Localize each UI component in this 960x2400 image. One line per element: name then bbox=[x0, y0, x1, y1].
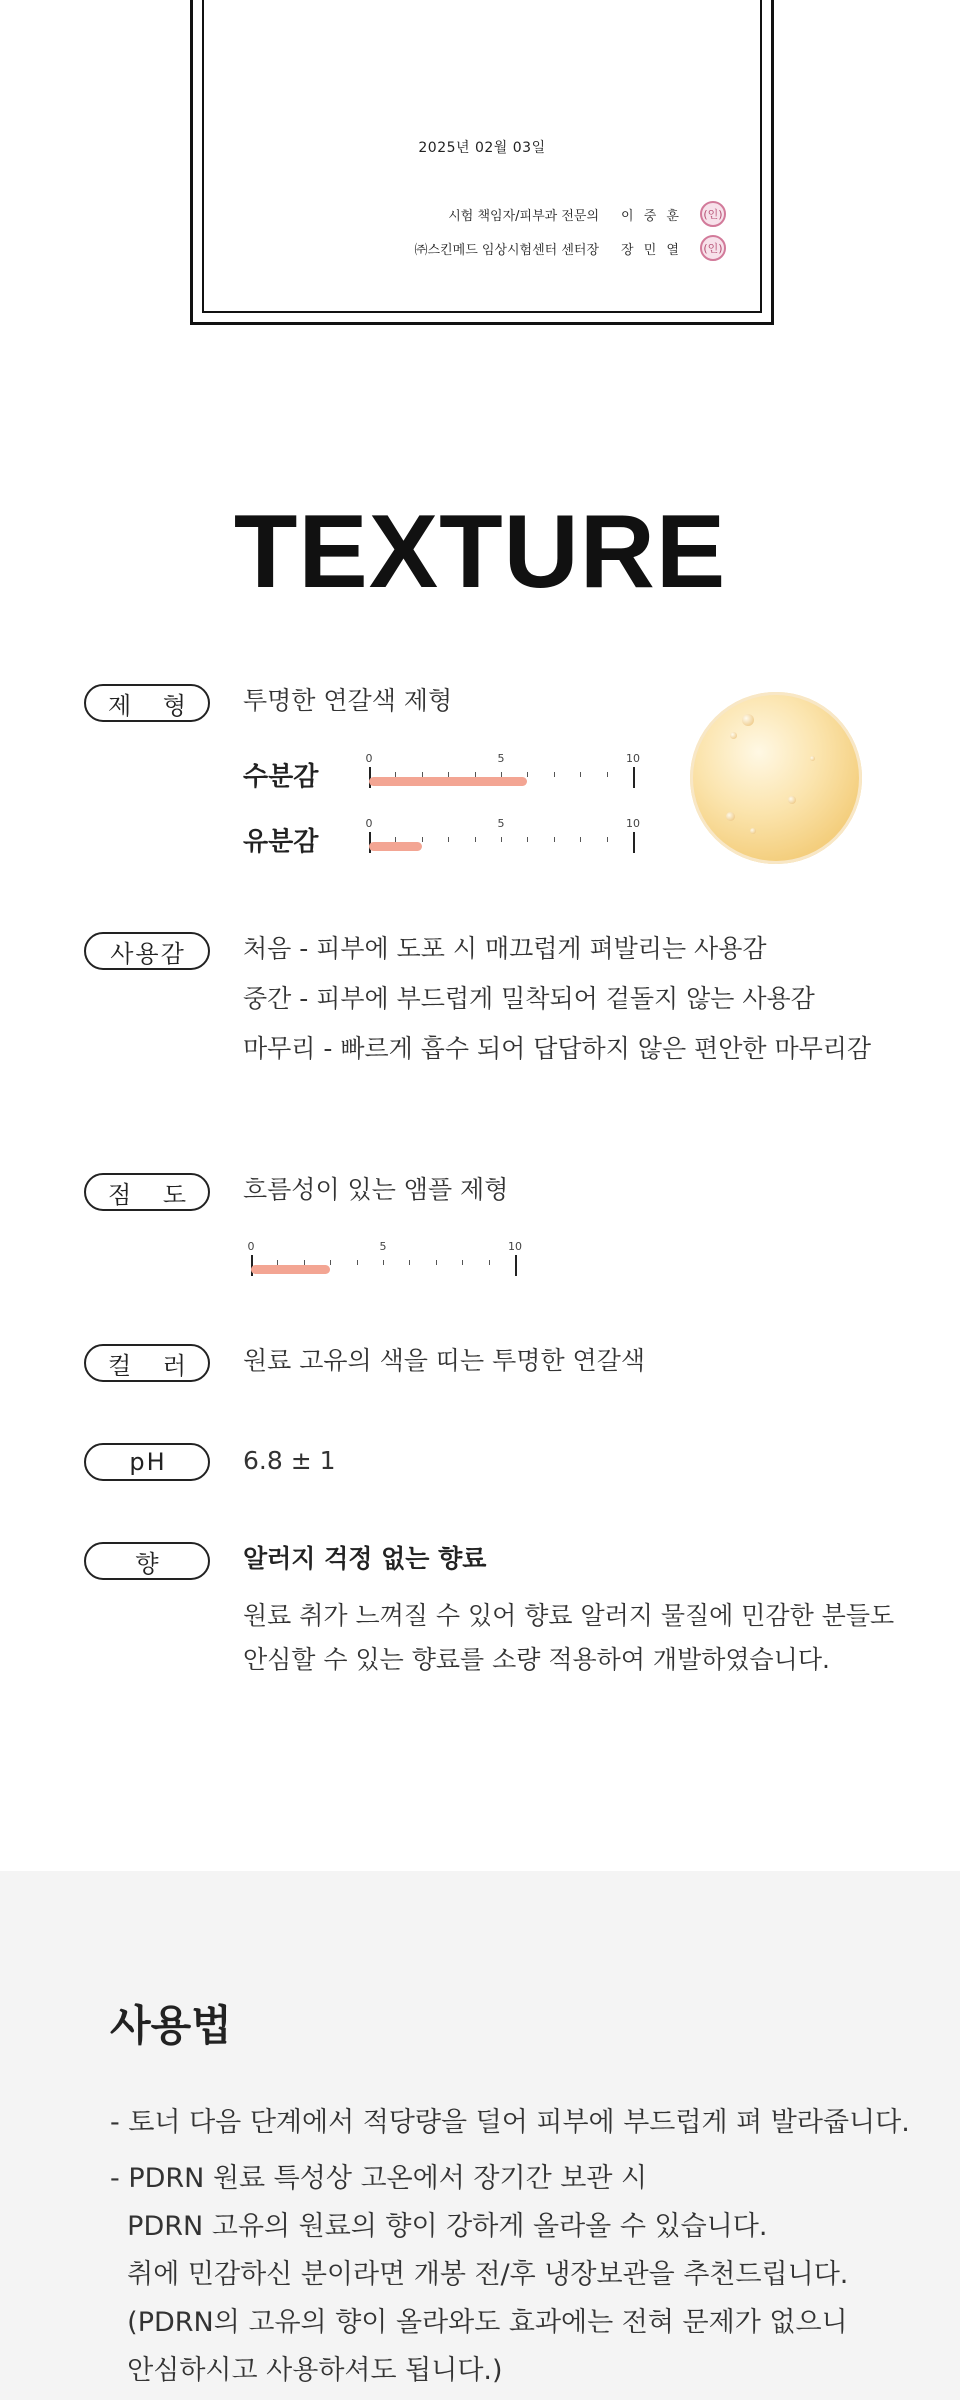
certificate-signer-2 bbox=[415, 235, 726, 261]
scale-tick bbox=[409, 1260, 410, 1265]
color-value: 원료 고유의 색을 띠는 투명한 연갈색 bbox=[243, 1346, 645, 1375]
ph-value: 6.8 ± 1 bbox=[243, 1446, 336, 1475]
bubble-icon bbox=[726, 812, 735, 821]
scent-label-pill: 향 bbox=[84, 1542, 210, 1580]
usage-line: (PDRN의 고유의 향이 올라와도 효과에는 전혀 문제가 없으니 bbox=[110, 2307, 848, 2338]
bubble-icon bbox=[788, 796, 796, 804]
scale-end-tick bbox=[515, 1255, 517, 1276]
usage-line: - PDRN 원료 특성상 고온에서 장기간 보관 시 bbox=[110, 2163, 648, 2194]
scale-min: 0 bbox=[365, 817, 373, 830]
seal-stamp-icon: (인) bbox=[700, 201, 726, 227]
usage-line: 안심하시고 사용하셔도 됩니다.) bbox=[110, 2355, 503, 2386]
form-value: 투명한 연갈색 제형 bbox=[243, 686, 453, 715]
signer-name: 이 중 훈 bbox=[621, 208, 682, 224]
scale-min: 0 bbox=[365, 752, 373, 765]
scale-level-bar bbox=[251, 1265, 330, 1274]
scale-level-bar bbox=[369, 842, 422, 851]
scale-tick bbox=[489, 1260, 490, 1265]
viscosity-label-pill: 점 도 bbox=[84, 1173, 210, 1211]
scale-mid: 5 bbox=[497, 817, 505, 830]
scale-mid: 5 bbox=[379, 1240, 387, 1253]
scale-tick bbox=[436, 1260, 437, 1265]
scale-tick bbox=[462, 1260, 463, 1265]
moisture-scale bbox=[365, 752, 640, 788]
scale-tick bbox=[527, 837, 528, 842]
texture-drop-image bbox=[690, 692, 862, 864]
color-label-pill: 컬 러 bbox=[84, 1344, 210, 1382]
scale-tick bbox=[580, 772, 581, 777]
scent-line: 원료 취가 느껴질 수 있어 향료 알러지 물질에 민감한 분들도 bbox=[243, 1601, 895, 1630]
feel-line: 처음 - 피부에 도포 시 매끄럽게 펴발리는 사용감 bbox=[243, 934, 767, 963]
texture-title: TEXTURE bbox=[233, 494, 727, 610]
seal-stamp-icon: (인) bbox=[700, 235, 726, 261]
scale-tick bbox=[357, 1260, 358, 1265]
bubble-icon bbox=[730, 732, 737, 739]
feel-line: 마무리 - 빠르게 흡수 되어 답답하지 않은 편안한 마무리감 bbox=[243, 1034, 872, 1063]
scale-tick bbox=[554, 837, 555, 842]
viscosity-value: 흐름성이 있는 앰플 제형 bbox=[243, 1175, 509, 1204]
scale-min: 0 bbox=[247, 1240, 255, 1253]
form-label-pill: 제 형 bbox=[84, 684, 210, 722]
certificate-signer-1 bbox=[448, 201, 726, 227]
scent-line: 안심할 수 있는 향료를 소량 적용하여 개발하였습니다. bbox=[243, 1645, 830, 1674]
scale-max: 10 bbox=[508, 1240, 522, 1253]
scale-level-bar bbox=[369, 777, 527, 786]
ph-label-pill: pH bbox=[84, 1443, 210, 1481]
scale-max: 10 bbox=[626, 817, 640, 830]
feel-line: 중간 - 피부에 부드럽게 밀착되어 겉돌지 않는 사용감 bbox=[243, 984, 815, 1013]
usage-line: - 토너 다음 단계에서 적당량을 덜어 피부에 부드럽게 펴 발라줍니다. bbox=[110, 2107, 910, 2138]
scale-tick bbox=[607, 772, 608, 777]
bubble-icon bbox=[742, 714, 754, 726]
scale-mid: 5 bbox=[497, 752, 505, 765]
usage-line: PDRN 고유의 원료의 향이 강하게 올라올 수 있습니다. bbox=[110, 2211, 768, 2242]
viscosity-scale bbox=[247, 1240, 522, 1276]
signer-name: 장 민 열 bbox=[621, 242, 682, 258]
scale-tick bbox=[501, 837, 502, 842]
signer-role: 시험 책임자/피부과 전문의 bbox=[448, 208, 600, 224]
scale-end-tick bbox=[633, 767, 635, 788]
scale-tick bbox=[527, 772, 528, 777]
oil-scale bbox=[365, 817, 640, 853]
scale-tick bbox=[554, 772, 555, 777]
scale-tick bbox=[475, 837, 476, 842]
certificate-date: 2025년 02월 03일 bbox=[418, 140, 546, 156]
test-certificate bbox=[190, 0, 774, 325]
signer-role: ㈜스킨메드 임상시험센터 센터장 bbox=[414, 242, 600, 258]
scale-tick bbox=[448, 837, 449, 842]
bubble-icon bbox=[750, 828, 756, 834]
scale-tick bbox=[580, 837, 581, 842]
moisture-label: 수분감 bbox=[243, 762, 319, 792]
scale-end-tick bbox=[633, 832, 635, 853]
scale-tick bbox=[607, 837, 608, 842]
scent-heading: 알러지 걱정 없는 향료 bbox=[243, 1544, 487, 1573]
bubble-icon bbox=[810, 756, 815, 761]
oil-label: 유분감 bbox=[243, 827, 319, 857]
scale-tick bbox=[330, 1260, 331, 1265]
usage-line: 취에 민감하신 분이라면 개봉 전/후 냉장보관을 추천드립니다. bbox=[110, 2259, 849, 2290]
scale-tick bbox=[383, 1260, 384, 1265]
usage-title: 사용법 bbox=[110, 2001, 232, 2050]
scale-max: 10 bbox=[626, 752, 640, 765]
scale-tick bbox=[422, 837, 423, 842]
feel-label-pill: 사용감 bbox=[84, 932, 210, 970]
